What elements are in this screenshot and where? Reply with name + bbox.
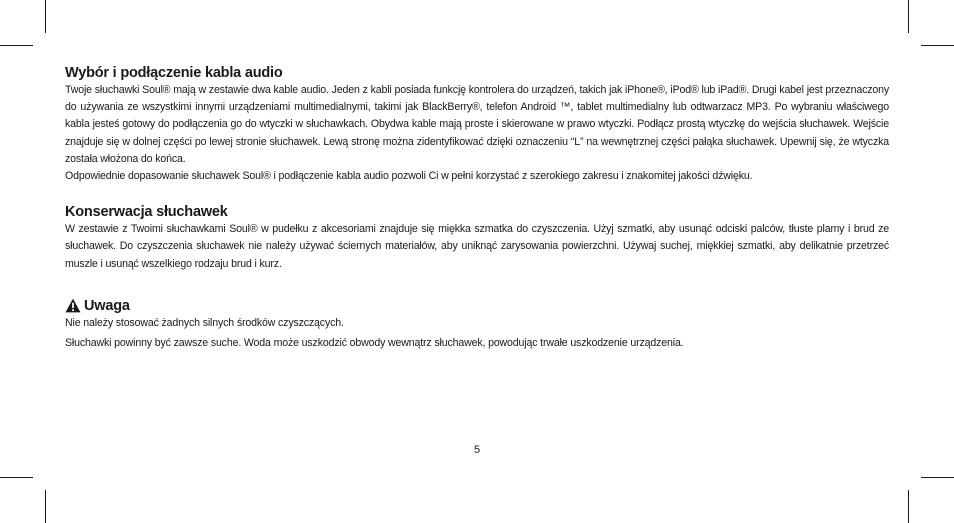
warning-triangle-icon <box>65 298 81 313</box>
section-title: Wybór i podłączenie kabla audio <box>65 65 283 81</box>
crop-mark <box>921 477 954 478</box>
crop-mark <box>0 477 33 478</box>
section-paragraph: W zestawie z Twoimi słuchawkami Soul® w pudełku z akcesoriami znajduje się miękka szmatka do czyszczenia. Użyj szmatki, aby usunąć odciski palców, tłuste plamy i brud ze słuchawek. Do czyszczenia słuchawek nie należy używać ściernych materiałów, aby uniknąć zarysowania powierzchni. Używaj suchej, miękkiej szmatki, aby delikatnie przetrzeć muszle i usunąć wszelkiego rodzaju brud i kurz. <box>65 223 889 270</box>
crop-mark <box>0 45 33 46</box>
warning-heading <box>65 297 889 315</box>
section-paragraph: Słuchawki powinny być zawsze suche. Woda może uszkodzić obwody wewnątrz słuchawek, powodując trwałe uszkodzenie urządzenia. <box>65 337 684 350</box>
section-paragraph: Twoje słuchawki Soul® mają w zestawie dwa kable audio. Jeden z kabli posiada funkcję kontrolera do urządzeń, takich jak iPhone®, iPod® lub iPad®. Drugi kabel jest przeznaczony do używania ze wszystkimi innymi urządzeniami multimedialnymi, takimi jak BlackBerry®, telefon Android ™, tablet multimedialny lub odtwarzacz MP3. Po wybraniu właściwego kabla jesteś gotowy do podłączenia go do wtyczki w słuchawkach. Obydwa kable mają proste i skierowane w prawo wtyczki. Podłącz prostą wtyczkę do wejścia słuchawek. Wejście znajduje się w dolnej części po lewej stronie słuchawek. Lewą stronę można zidentyfikować dzięki oznaczeniu “L” na wewnętrznej części pałąka słuchawek. Upewnij się, że wtyczka została włożona do końca. <box>65 84 889 165</box>
crop-mark <box>908 0 909 33</box>
page-number: 5 <box>473 444 481 456</box>
section-cable-selection <box>65 64 889 185</box>
section-maintenance <box>65 203 889 273</box>
section-paragraph: Odpowiednie dopasowanie słuchawek Soul® i podłączenie kabla audio pozwoli Ci w pełni korzystać z szerokiego zakresu i znakomitej jakości dźwięku. <box>65 170 753 183</box>
section-warning <box>65 297 889 352</box>
crop-mark <box>921 45 954 46</box>
crop-mark <box>45 490 46 523</box>
section-paragraph: Nie należy stosować żadnych silnych środków czyszczących. <box>65 316 344 329</box>
section-title: Uwaga <box>84 297 130 314</box>
crop-mark <box>908 490 909 523</box>
section-title: Konserwacja słuchawek <box>65 204 228 221</box>
crop-mark <box>45 0 46 33</box>
document-body <box>65 64 889 352</box>
